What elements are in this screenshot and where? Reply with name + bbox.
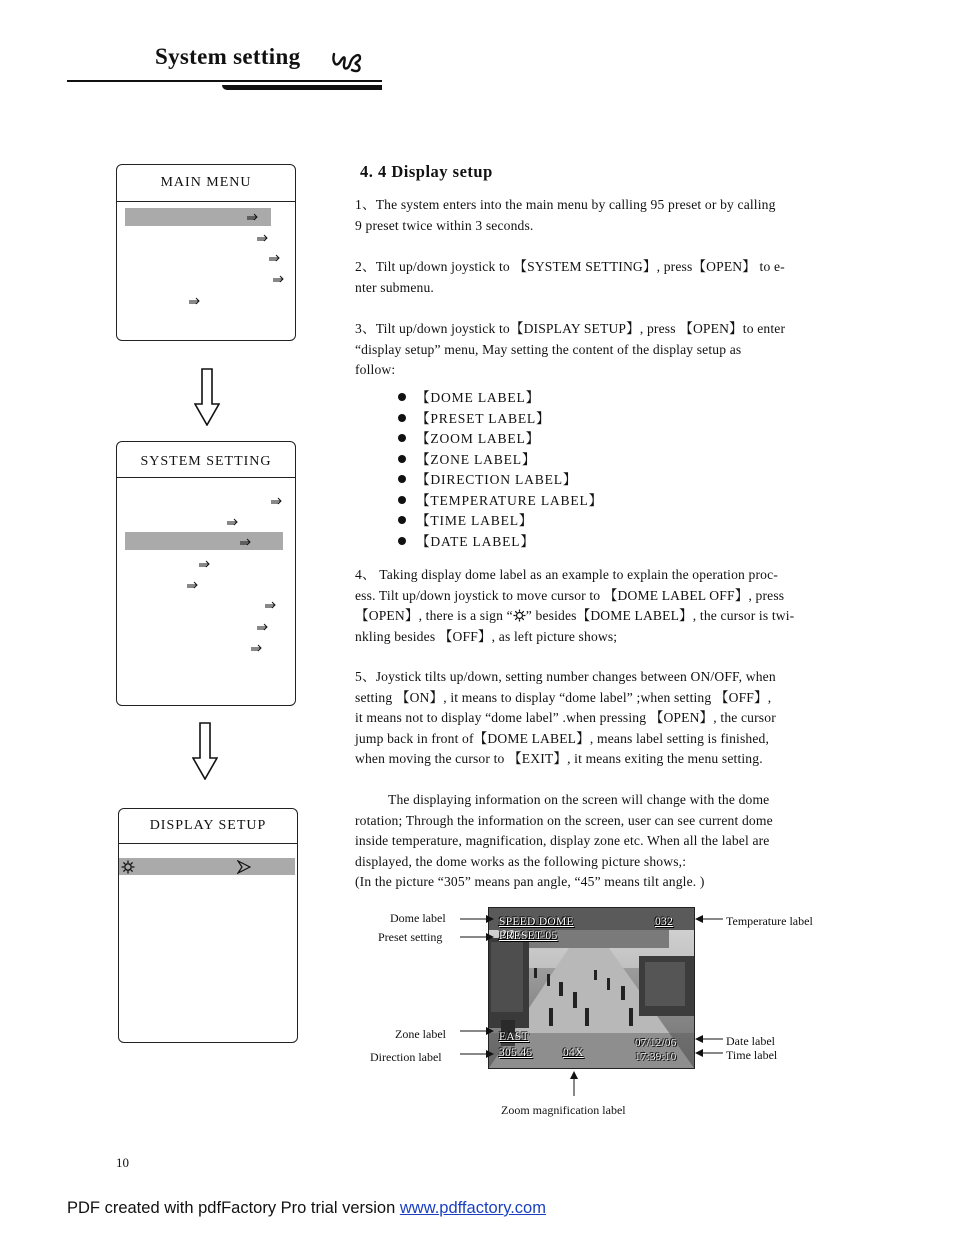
text-line: nter submenu. xyxy=(355,279,434,295)
osd-date-label: 07/12/06 xyxy=(635,1037,677,1049)
footer-link[interactable]: www.pdffactory.com xyxy=(399,1199,546,1217)
osd-direction-label: 305 45 xyxy=(499,1047,533,1059)
pdf-footer xyxy=(67,1199,546,1218)
display-setup-box xyxy=(118,808,298,1043)
arrow-right-icon xyxy=(265,601,277,609)
text-line: it means not to display “dome label” .when pressing 【OPEN】, the cursor xyxy=(355,710,776,725)
arrow-right-icon xyxy=(269,254,281,262)
osd-zone-label: EAST xyxy=(499,1031,529,1043)
paragraph-6 xyxy=(355,790,850,893)
paragraph-3 xyxy=(355,319,850,381)
gear-icon xyxy=(513,609,526,622)
down-arrow-icon xyxy=(194,368,220,426)
osd-zoom-label: 04X xyxy=(563,1047,584,1059)
label-list xyxy=(398,388,603,552)
callout-preset-setting: Preset setting xyxy=(378,930,443,944)
arrow-right-icon xyxy=(257,623,269,631)
bullet-icon xyxy=(398,475,406,483)
list-item: 【DATE LABEL】 xyxy=(398,532,603,553)
header-rule xyxy=(67,80,382,82)
bullet-icon xyxy=(398,496,406,504)
menu-divider xyxy=(117,201,295,202)
list-item: 【DIRECTION LABEL】 xyxy=(398,470,603,491)
arrow-right-icon xyxy=(189,297,201,305)
callout-time-label: Time label xyxy=(726,1048,778,1062)
callout-zone-label: Zone label xyxy=(395,1027,446,1041)
list-item: 【ZONE LABEL】 xyxy=(398,450,603,471)
list-item: 【TIME LABEL】 xyxy=(398,511,603,532)
text-line: follow: xyxy=(355,362,396,377)
text-line: (In the picture “305” means pan angle, “45” means tilt angle. ) xyxy=(355,874,705,889)
paragraph-2 xyxy=(355,257,850,298)
text-line: 3、Tilt up/down joystick to【DISPLAY SETUP】, press 【OPEN】to enter xyxy=(355,321,786,336)
bullet-icon xyxy=(398,434,406,442)
text-line: 9 preset twice within 3 seconds. xyxy=(355,217,534,233)
text-line: 2、Tilt up/down joystick to 【SYSTEM SETTING】, press【OPEN】 to e- xyxy=(355,259,785,274)
text-line: setting 【ON】, it means to display “dome label” ;when setting 【OFF】, xyxy=(355,689,772,705)
system-setting-box xyxy=(116,441,296,706)
menu-highlight xyxy=(119,858,295,875)
brand-logo xyxy=(330,48,366,81)
text-line: ess. Tilt up/down joystick to move cursor to 【DOME LABEL OFF】, press xyxy=(355,587,785,603)
bullet-icon xyxy=(398,414,406,422)
text-line: The displaying information on the screen will change with the dome xyxy=(388,792,770,807)
menu-divider xyxy=(117,477,295,478)
text-line: inside temperature, magnification, display zone etc. When all the label are xyxy=(355,833,770,848)
text-line: 1、The system enters into the main menu by calling 95 preset or by calling xyxy=(355,197,776,212)
arrow-right-icon xyxy=(257,234,269,242)
main-menu-title: MAIN MENU xyxy=(160,175,252,190)
paragraph-4 xyxy=(355,565,865,647)
callout-temperature-label: Temperature label xyxy=(726,914,813,928)
callout-dome-label: Dome label xyxy=(390,911,446,925)
osd-preset-label: PRESET-05 xyxy=(499,930,558,942)
list-item: 【ZOOM LABEL】 xyxy=(398,429,603,450)
callout-zoom-label: Zoom magnification label xyxy=(501,1103,626,1117)
text-line: displayed, the dome works as the following picture shows,: xyxy=(355,853,687,869)
footer-text: PDF created with pdfFactory Pro trial version xyxy=(67,1199,400,1217)
header-rule-thick xyxy=(222,85,382,90)
main-menu-box xyxy=(116,164,296,341)
osd-temperature-label: 032 xyxy=(655,916,674,928)
list-item: 【DOME LABEL】 xyxy=(398,388,603,409)
text-line: when moving the cursor to 【EXIT】, it means exiting the menu setting. xyxy=(355,751,763,766)
callout-arrows xyxy=(455,905,735,1100)
text-line: 5、Joystick tilts up/down, setting number changes between ON/OFF, when xyxy=(355,669,776,684)
text-line: “display setup” menu, May setting the content of the display setup as xyxy=(355,341,742,357)
text-line: 【OPEN】, there is a sign “ ” besides【DOME LABEL】, the cursor is twi- xyxy=(355,608,795,623)
osd-time-label: 17:39:10 xyxy=(635,1051,677,1063)
arrow-right-icon xyxy=(199,560,211,568)
down-arrow-icon xyxy=(192,722,218,780)
menu-divider xyxy=(119,843,297,844)
arrow-right-icon xyxy=(271,497,283,505)
list-item: 【TEMPERATURE LABEL】 xyxy=(398,491,603,512)
text-line: rotation; Through the information on the screen, user can see current dome xyxy=(355,812,773,828)
paragraph-1 xyxy=(355,195,850,236)
bullet-icon xyxy=(398,455,406,463)
bullet-icon xyxy=(398,393,406,401)
bullet-icon xyxy=(398,537,406,545)
text-line: jump back in front of【DOME LABEL】, means label setting is finished, xyxy=(355,730,770,746)
text-line: 4、 Taking display dome label as an example to explain the operation proc- xyxy=(355,567,778,582)
section-heading: 4. 4 Display setup xyxy=(360,162,493,181)
arrow-right-icon xyxy=(187,581,199,589)
cursor-arrow-icon xyxy=(237,860,251,874)
arrow-right-icon xyxy=(240,538,252,546)
page-number: 10 xyxy=(116,1155,129,1170)
arrow-right-icon xyxy=(227,518,239,526)
arrow-right-icon xyxy=(251,644,263,652)
list-item: 【PRESET LABEL】 xyxy=(398,409,603,430)
text-line: nkling besides 【OFF】, as left picture shows; xyxy=(355,628,618,644)
osd-dome-label: SPEED DOME xyxy=(499,916,574,928)
system-setting-title: SYSTEM SETTING xyxy=(140,454,272,469)
paragraph-5 xyxy=(355,667,850,770)
gear-icon xyxy=(121,860,135,874)
page-title: System setting xyxy=(155,44,301,69)
display-setup-title: DISPLAY SETUP xyxy=(149,818,267,833)
arrow-right-icon xyxy=(247,213,259,221)
callout-direction-label: Direction label xyxy=(370,1050,442,1064)
arrow-right-icon xyxy=(273,275,285,283)
bullet-icon xyxy=(398,516,406,524)
menu-highlight xyxy=(125,532,283,550)
callout-date-label: Date label xyxy=(726,1034,775,1048)
